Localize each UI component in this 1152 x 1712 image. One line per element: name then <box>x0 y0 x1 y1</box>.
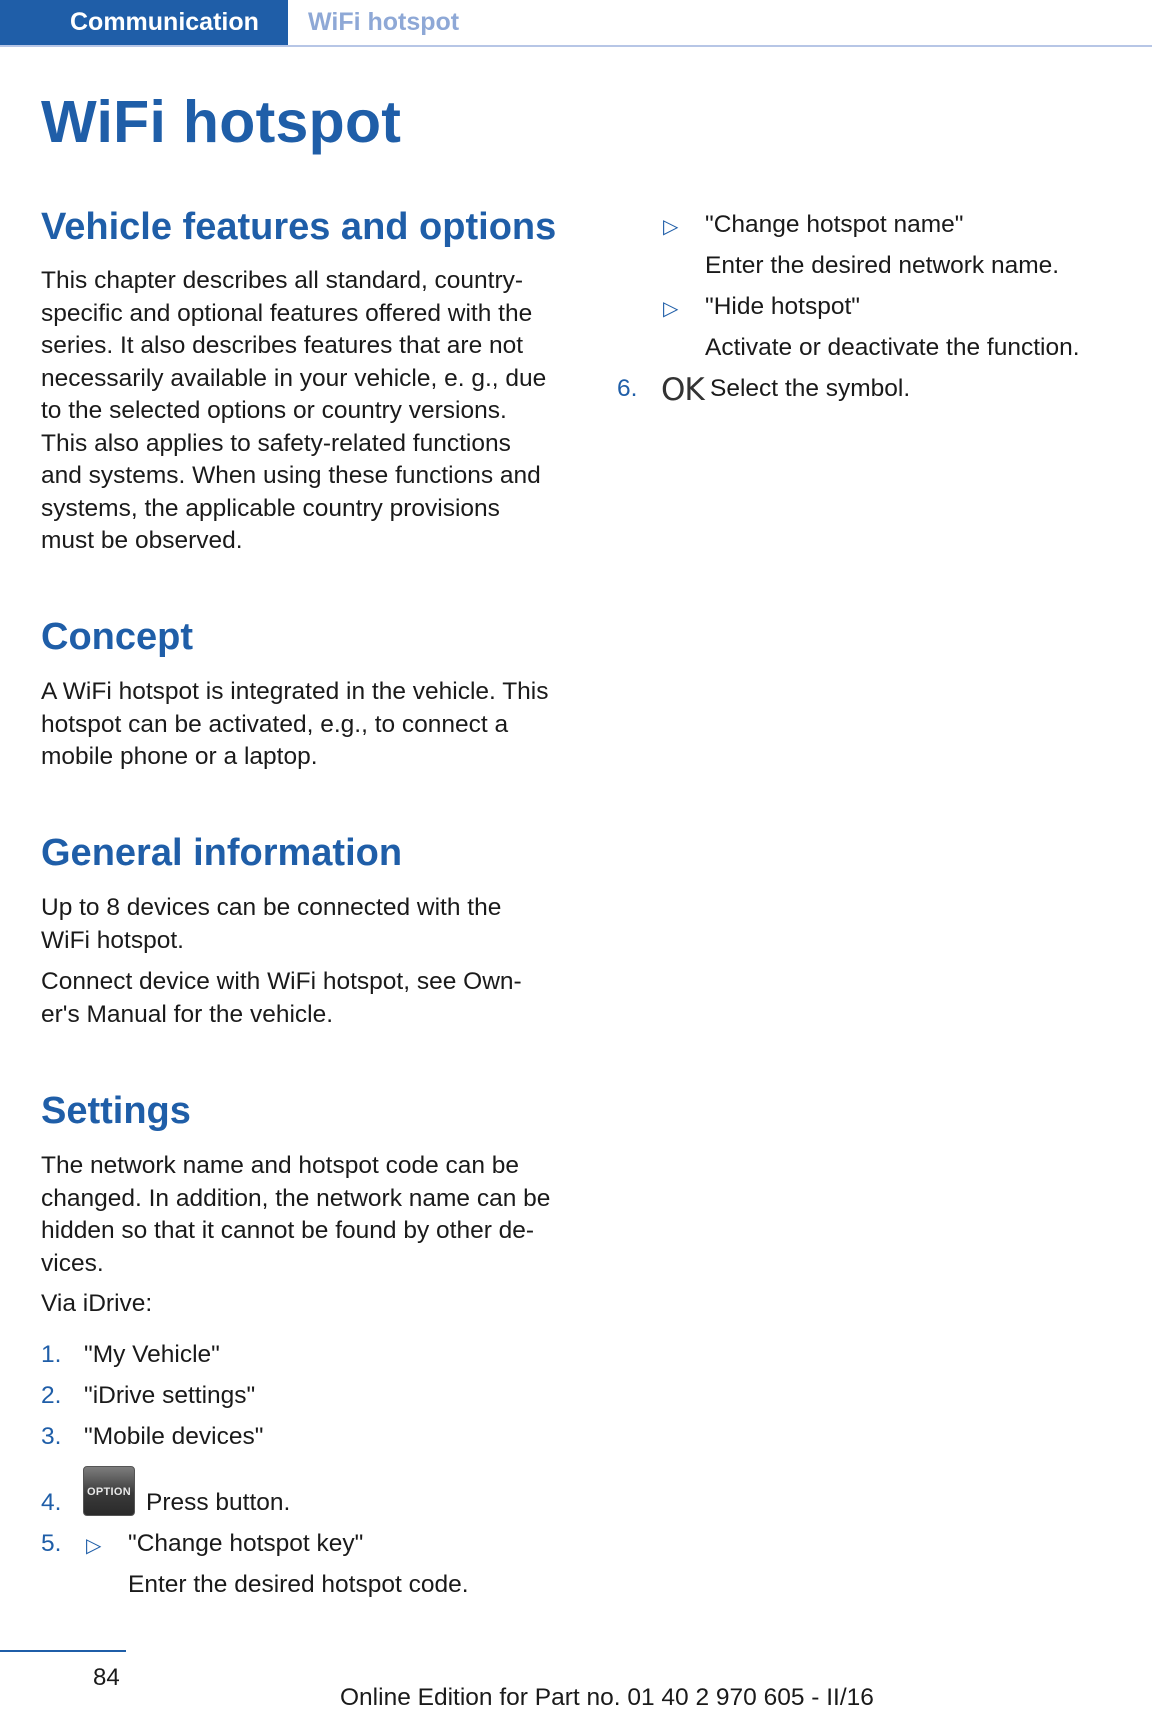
tab-communication[interactable]: Communication <box>0 0 288 47</box>
text-line: vices. <box>41 1249 104 1277</box>
step-number: 1. <box>41 1341 62 1368</box>
settings-paragraph <box>41 1150 581 1280</box>
header-bar <box>0 0 1152 46</box>
text-line: mobile phone or a laptop. <box>41 743 318 770</box>
text-line: This chapter describes all standard, country- <box>41 267 524 294</box>
step-text: "iDrive settings" <box>84 1382 256 1409</box>
text-line: changed. In addition, the network name can be <box>41 1184 551 1212</box>
page-number: 84 <box>93 1664 120 1691</box>
step-text: "Mobile devices" <box>84 1423 264 1450</box>
triangle-right-outline-icon: ▷ <box>86 1535 102 1557</box>
text-line: systems, the applicable country provisions <box>41 494 500 522</box>
text-line: to the selected options or country versions. <box>41 397 507 424</box>
text-line: specific and optional features offered with the <box>41 299 533 327</box>
footer-divider <box>0 1650 126 1652</box>
ok-symbol-icon: OK <box>661 372 704 408</box>
header-divider <box>0 45 1152 47</box>
general-paragraph-1 <box>41 892 581 957</box>
bullet-text: "Change hotspot name" <box>705 211 964 238</box>
text-line: necessarily available in your vehicle, e. g., due <box>41 364 547 392</box>
tab-wifi-hotspot[interactable]: WiFi hotspot <box>308 8 460 36</box>
text-line: and systems. When using these functions and <box>41 462 541 489</box>
triangle-right-outline-icon: ▷ <box>663 298 679 320</box>
bullet-subtext: Enter the desired network name. <box>705 252 1060 279</box>
step-subtext: Enter the desired hotspot code. <box>128 1571 469 1598</box>
text-line: WiFi hotspot. <box>41 926 184 954</box>
step-text: "My Vehicle" <box>84 1341 220 1368</box>
heading-settings: Settings <box>41 1090 191 1132</box>
text-line: Connect device with WiFi hotspot, see Own- <box>41 968 522 995</box>
bullet-text: "Hide hotspot" <box>705 293 860 320</box>
text-line: hotspot can be activated, e.g., to connect a <box>41 710 509 738</box>
text-line: series. It also describes features that are not <box>41 332 524 359</box>
text-line: This also applies to safety-related functions <box>41 429 511 457</box>
heading-general-information: General information <box>41 832 403 874</box>
text-line: hidden so that it cannot be found by other de- <box>41 1217 535 1244</box>
text-line: er's Manual for the vehicle. <box>41 1000 334 1028</box>
option-button-icon: OPTION <box>83 1466 135 1516</box>
step-number: 4. <box>41 1489 62 1516</box>
step-number: 5. <box>41 1530 62 1557</box>
heading-vehicle-features: Vehicle features and options <box>41 206 557 248</box>
step-number: 6. <box>617 375 638 402</box>
text-line: must be observed. <box>41 527 243 554</box>
general-paragraph-2 <box>41 966 581 1031</box>
text-line: The network name and hotspot code can be <box>41 1152 520 1179</box>
heading-concept: Concept <box>41 616 193 658</box>
triangle-right-outline-icon: ▷ <box>663 216 679 238</box>
step-number: 2. <box>41 1382 62 1409</box>
text-line: A WiFi hotspot is integrated in the vehicle. This <box>41 678 549 705</box>
bullet-subtext: Activate or deactivate the function. <box>705 334 1080 361</box>
step-text: "Change hotspot key" <box>128 1530 364 1557</box>
step-text: Press button. <box>146 1489 291 1516</box>
text-line: Up to 8 devices can be connected with the <box>41 894 502 921</box>
step-text: Select the symbol. <box>710 375 911 402</box>
edition-note: Online Edition for Part no. 01 40 2 970 605 - II/16 <box>340 1684 874 1711</box>
vehicle-features-paragraph <box>41 265 581 558</box>
concept-paragraph <box>41 676 581 774</box>
via-idrive-label: Via iDrive: <box>41 1290 153 1317</box>
step-number: 3. <box>41 1423 62 1450</box>
page-title: WiFi hotspot <box>41 89 402 155</box>
